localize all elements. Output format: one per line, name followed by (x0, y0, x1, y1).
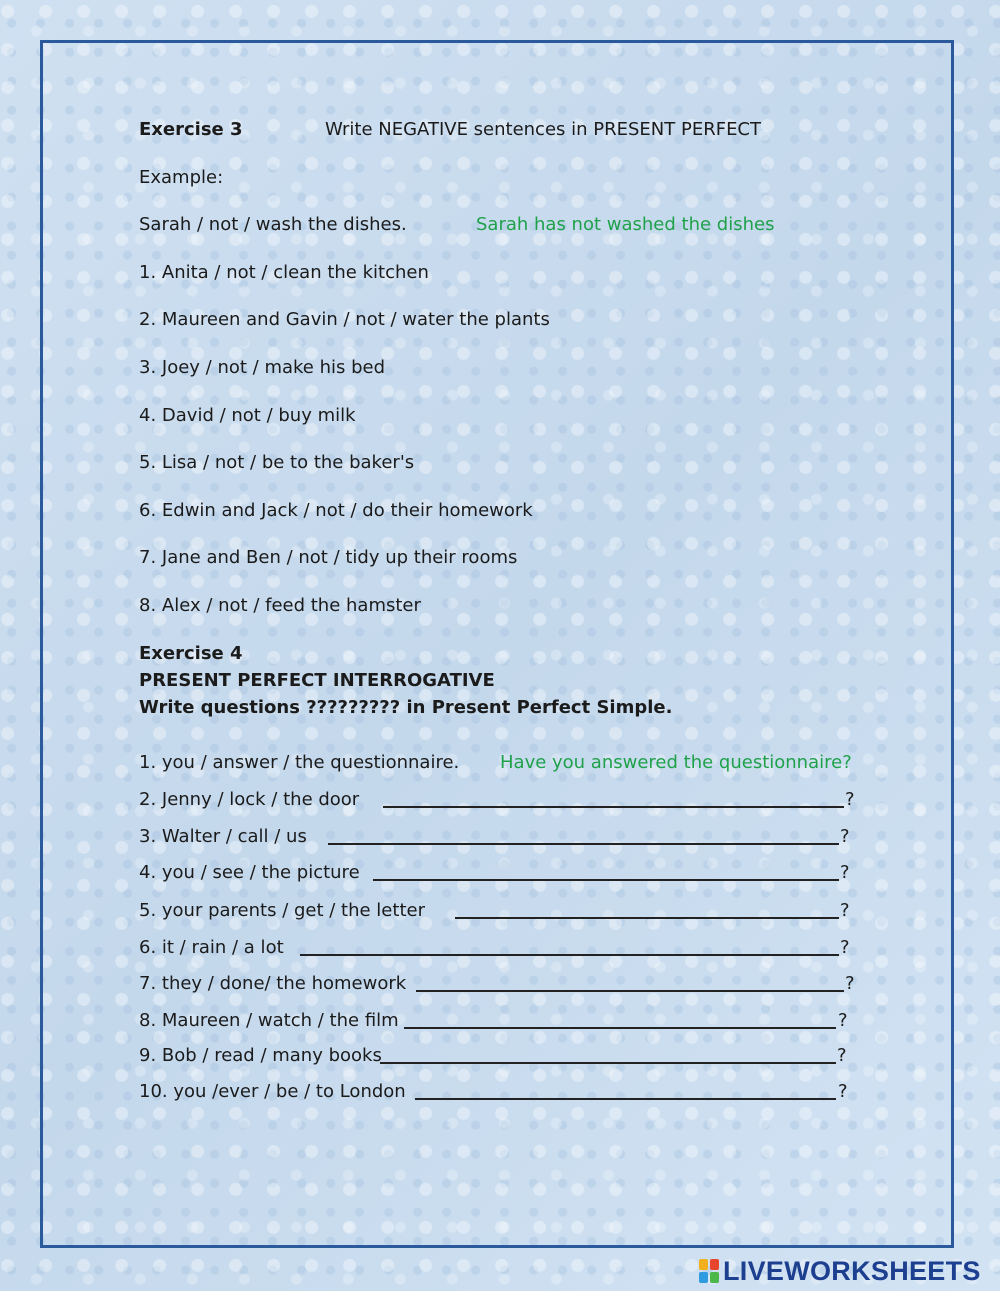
ex4-example-prompt: 1. you / answer / the questionnaire. (139, 752, 460, 773)
example-prompt: Sarah / not / wash the dishes. (139, 214, 407, 235)
answer-blank[interactable] (380, 1062, 836, 1064)
ex4-item: 7. they / done/ the homework (139, 973, 407, 994)
answer-blank[interactable] (455, 917, 839, 919)
ex4-item: 5. your parents / get / the letter (139, 900, 425, 921)
example-answer: Sarah has not washed the dishes (476, 214, 775, 235)
ex4-item: 9. Bob / read / many books (139, 1045, 382, 1066)
answer-blank[interactable] (373, 879, 839, 881)
exercise3-heading: Exercise 3 (139, 119, 243, 140)
ex3-item[interactable]: 1. Anita / not / clean the kitchen (139, 262, 429, 283)
ex3-item[interactable]: 6. Edwin and Jack / not / do their homework (139, 500, 533, 521)
question-mark: ? (838, 1081, 848, 1102)
exercise4-heading: Exercise 4 (139, 643, 243, 664)
question-mark: ? (837, 1045, 847, 1066)
ex3-item[interactable]: 2. Maureen and Gavin / not / water the plants (139, 309, 550, 330)
answer-blank[interactable] (415, 1098, 836, 1100)
example-label: Example: (139, 167, 224, 188)
ex4-item: 10. you /ever / be / to London (139, 1081, 406, 1102)
liveworksheets-logo-icon (698, 1258, 720, 1284)
question-mark: ? (845, 789, 855, 810)
answer-blank[interactable] (404, 1027, 836, 1029)
question-mark: ? (845, 973, 855, 994)
ex4-item: 8. Maureen / watch / the film (139, 1010, 399, 1031)
ex4-item: 3. Walter / call / us (139, 826, 307, 847)
exercise3-instruction: Write NEGATIVE sentences in PRESENT PERFECT (325, 119, 761, 140)
ex3-item[interactable]: 3. Joey / not / make his bed (139, 357, 386, 378)
question-mark: ? (840, 862, 850, 883)
answer-blank[interactable] (416, 990, 844, 992)
ex4-item: 2. Jenny / lock / the door (139, 789, 360, 810)
ex4-example-answer: Have you answered the questionnaire? (500, 752, 852, 773)
exercise4-instruction: Write questions ????????? in Present Perfect Simple. (139, 697, 673, 718)
question-mark: ? (840, 937, 850, 958)
question-mark: ? (838, 1010, 848, 1031)
liveworksheets-logo[interactable] (698, 1256, 981, 1286)
ex3-item[interactable]: 4. David / not / buy milk (139, 405, 356, 426)
ex3-item[interactable]: 5. Lisa / not / be to the baker's (139, 452, 415, 473)
question-mark: ? (840, 826, 850, 847)
question-mark: ? (840, 900, 850, 921)
ex4-item: 4. you / see / the picture (139, 862, 360, 883)
ex3-item[interactable]: 7. Jane and Ben / not / tidy up their rooms (139, 547, 518, 568)
answer-blank[interactable] (383, 806, 844, 808)
answer-blank[interactable] (328, 843, 839, 845)
answer-blank[interactable] (300, 954, 839, 956)
exercise4-subheading: PRESENT PERFECT INTERROGATIVE (139, 670, 495, 691)
ex3-item[interactable]: 8. Alex / not / feed the hamster (139, 595, 421, 616)
logo-text: LIVEWORKSHEETS (723, 1255, 981, 1286)
ex4-item: 6. it / rain / a lot (139, 937, 284, 958)
